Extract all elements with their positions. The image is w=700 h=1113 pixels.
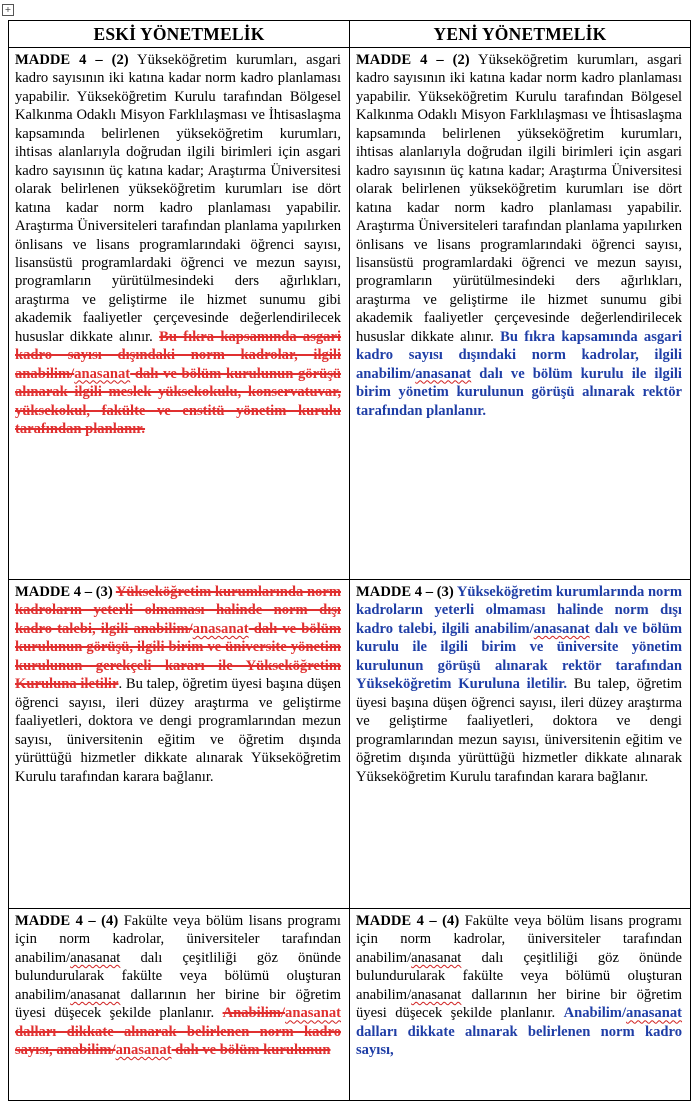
deleted-text: anasanat xyxy=(285,1005,341,1022)
madde-label: MADDE 4 – (4) xyxy=(15,913,119,929)
madde-label: MADDE 4 – (3) xyxy=(356,584,457,600)
unchanged-text: Yükseköğretim kurumları, asgari kadro sayısının iki katına kadar norm kadro planlaması yapabilir. Yükseköğretim Kurulu tarafından Bölgesel Kalkınma Odaklı Misyon Farklılaşması ve İhtisaslaşma kapsamında belirlenen yükseköğretim kurumları, ihtisas alanlarıyla doğrudan ilgili birimleri için asgari kadro sayısının üç katına kadar; Araştırma Üniversitesi olarak belirlenen yükseköğretim kurumları ise dört katına kadar norm kadro planlaması yapabilir. Araştırma Üniversiteleri tarafından planlama yapılırken önlisans ve lisans programlarındaki öğrenci sayısı, lisansüstü programlardaki öğrenci ve mezun sayısı, programların yürütülmesindeki ders ağırlıkları, araştırma ve geliştirme ile hizmet sunumu gibi akademik faaliyetler çerçevesinde değerlendirilecek hususlar dikkate alınır. xyxy=(356,52,682,345)
new-regulation-header: YENİ YÖNETMELİK xyxy=(350,21,691,48)
new-cell-madde-4-4 xyxy=(350,909,691,1101)
new-cell-madde-4-3 xyxy=(350,580,691,909)
inserted-text: dalı ve bölüm kurulu ile ilgili birim yönetim kurulunun görüşü alınarak rektör tarafından planlanır. xyxy=(356,365,682,419)
inserted-text: anasanat xyxy=(415,365,472,382)
comparison-table xyxy=(8,20,691,1101)
new-cell-madde-4-2 xyxy=(350,48,691,580)
inserted-text: Anabilim/ xyxy=(563,1005,627,1022)
inserted-text: dalları dikkate alınarak belirlenen norm kadro sayısı, xyxy=(356,1023,682,1059)
table-row xyxy=(9,48,691,580)
inserted-text: Yükseköğretim kurumlarında norm kadroların yeterli olmaması halinde norm dışı kadro talebi, ilgili anabilim/ xyxy=(356,584,682,637)
spellcheck-word: anasanat xyxy=(70,986,121,1003)
table-move-handle-icon[interactable]: + xyxy=(2,4,14,16)
old-cell-madde-4-2 xyxy=(9,48,350,580)
deleted-text: Yükseköğretim kurumlarında norm kadroların yeterli olmaması halinde norm dışı kadro talebi, ilgili anabilim/ xyxy=(15,584,341,637)
table-row xyxy=(9,909,691,1101)
deleted-text: Bu fıkra kapsamında asgari kadro sayısı dışındaki norm kadrolar, ilgili anabilim/ xyxy=(15,328,342,382)
inserted-text: Bu fıkra kapsamında asgari kadro sayısı dışındaki norm kadrolar, ilgili anabilim/ xyxy=(356,328,683,382)
unchanged-text: Fakülte veya bölüm lisans programı için norm kadrolar, üniversiteler tarafından anabilim/ xyxy=(356,913,682,966)
deleted-text: dalı ve bölüm kurulunun görüşü alınarak ilgili meslek yüksekokulu, konservatuvar, yüksekokul, fakülte ve enstitü yönetim kurulu tarafından planlanır. xyxy=(15,365,341,438)
deleted-text: anasanat xyxy=(192,620,249,637)
header-row xyxy=(9,21,691,48)
madde-label: MADDE 4 – (4) xyxy=(356,913,460,929)
deleted-text: dalları dikkate alınarak belirlenen norm kadro sayısı, anabilim/ xyxy=(15,1023,341,1059)
spellcheck-word: anasanat xyxy=(411,949,462,966)
madde-label: MADDE 4 – (2) xyxy=(15,52,129,68)
inserted-text: dalı ve bölüm kurulu ile ilgili birim ve üniversite yönetim kurulunun görüşü alınarak rektör tarafından Yükseköğretim Kuruluna iletilir. xyxy=(356,620,682,693)
deleted-text: anasanat xyxy=(115,1042,172,1059)
deleted-text: dalı ve bölüm kurulunun xyxy=(171,1042,331,1059)
unchanged-text: . Bu talep, öğretim üyesi başına düşen öğrenci sayısı, ileri düzey araştırma ve geliştirme faaliyetleri, doktora ve dengi programlarından mezun sayısı, üniversitenin eğitim ve öğretim dışında yürüttüğü hizmetler dikkate alınarak Yükseköğretim Kurulu tarafından karara bağlanır. xyxy=(15,676,342,785)
unchanged-text: dallarının her birine bir öğretim üyesi düşecek şekilde planlanır. xyxy=(356,986,682,1022)
inserted-text: anasanat xyxy=(533,620,590,637)
unchanged-text: dalı çeşitliliği göz önünde bulundurularak fakülte veya bölümü oluşturan anabilim/ xyxy=(356,949,682,1003)
unchanged-text: Fakülte veya bölüm lisans programı için norm kadrolar, üniversiteler tarafından anabilim/ xyxy=(15,913,341,966)
unchanged-text: Yükseköğretim kurumları, asgari kadro sayısının iki katına kadar norm kadro planlaması yapabilir. Yükseköğretim Kurulu tarafından Bölgesel Kalkınma Odaklı Misyon Farklılaşması ve İhtisaslaşma kapsamında belirlenen yükseköğretim kurumları, ihtisas alanlarıyla doğrudan ilgili birimleri için asgari kadro sayısının üç katına kadar; Araştırma Üniversitesi olarak belirlenen yükseköğretim kurumları ise dört katına kadar norm kadro planlaması yapabilir. Araştırma Üniversiteleri tarafından planlama yapılırken önlisans ve lisans programlarındaki öğrenci sayısı, lisansüstü programlardaki öğrenci ve mezun sayısı, programların yürütülmesindeki ders ağırlıkları, araştırma ve geliştirme ile hizmet sunumu gibi akademik faaliyetler çerçevesinde değerlendirilecek hususlar dikkate alınır. xyxy=(15,52,341,345)
old-cell-madde-4-4 xyxy=(9,909,350,1101)
madde-label: MADDE 4 – (2) xyxy=(356,52,470,68)
old-regulation-header: ESKİ YÖNETMELİK xyxy=(9,21,350,48)
unchanged-text: dalı çeşitliliği göz önünde bulundurularak fakülte veya bölümü oluşturan anabilim/ xyxy=(15,949,341,1003)
spellcheck-word: anasanat xyxy=(411,986,462,1003)
deleted-text: anasanat xyxy=(74,365,131,382)
deleted-text: Anabilim/ xyxy=(222,1005,286,1022)
deleted-text: dalı ve bölüm kurulunun görüşü, ilgili birim ve üniversite yönetim kurulunun gerekçeli kararı ile Yükseköğretim Kuruluna iletilir xyxy=(15,620,341,693)
madde-label: MADDE 4 – (3) xyxy=(15,584,116,600)
table-row xyxy=(9,580,691,909)
unchanged-text: Bu talep, öğretim üyesi başına düşen öğrenci sayısı, ileri düzey araştırma ve geliştirme faaliyetleri, doktora ve dengi programlarından mezun sayısı, üniversitenin eğitim ve öğretim dışında yürüttüğü hizmetler dikkate alınarak Yükseköğretim Kurulu tarafından karara bağlanır. xyxy=(356,676,682,785)
unchanged-text: dallarının her birine bir öğretim üyesi düşecek şekilde planlanır. xyxy=(15,986,341,1022)
old-cell-madde-4-3 xyxy=(9,580,350,909)
spellcheck-word: anasanat xyxy=(70,949,121,966)
inserted-text: anasanat xyxy=(626,1005,682,1022)
